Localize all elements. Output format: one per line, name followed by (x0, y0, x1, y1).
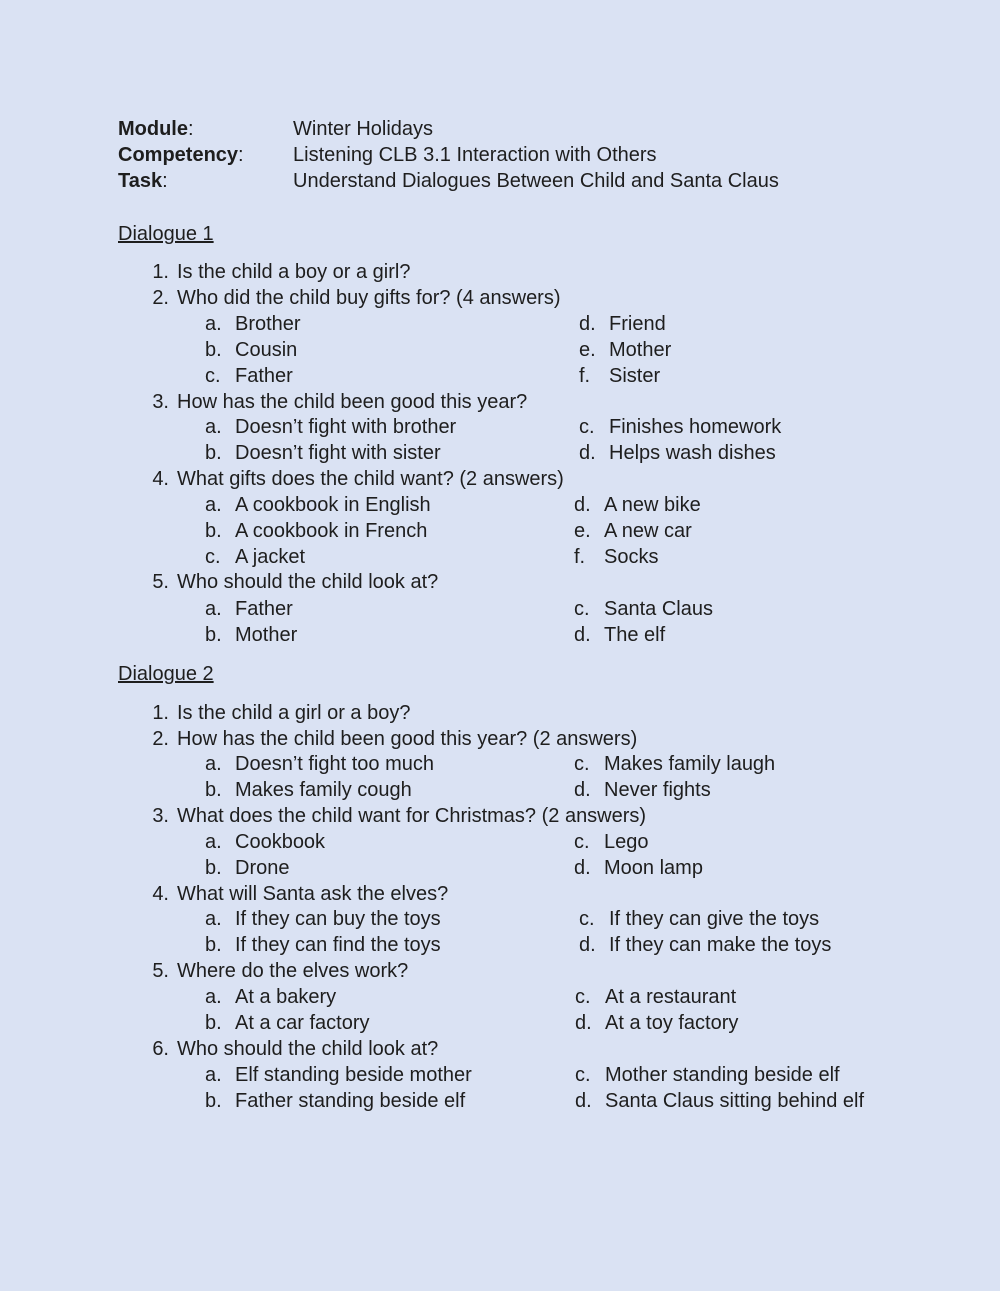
d2-q3-option-b: b. Drone (205, 857, 290, 879)
d2-q4-option-d: d. If they can make the toys (579, 934, 832, 956)
d1-q5-option-b: b. Mother (205, 624, 298, 646)
d2-q5-option-a: a. At a bakery (205, 986, 337, 1008)
d2-q2-option-d: d. Never fights (574, 779, 711, 801)
d2-q5-option-c: c. At a restaurant (575, 986, 737, 1008)
d1-q2-option-d: d. Friend (579, 313, 666, 335)
d1-q4-option-b: b. A cookbook in French (205, 520, 428, 542)
module-value: Winter Holidays (293, 118, 434, 140)
d2-q4-option-c: c. If they can give the toys (579, 908, 820, 930)
d1-q4-option-a: a. A cookbook in English (205, 494, 431, 516)
d2-q6-option-d: d. Santa Claus sitting behind elf (575, 1090, 865, 1112)
dialogue-1-title: Dialogue 1 (118, 223, 214, 245)
d2-q3-option-d: d. Moon lamp (574, 857, 703, 879)
competency-label: Competency: (118, 144, 244, 166)
d2-q6-option-b: b. Father standing beside elf (205, 1090, 466, 1112)
d2-q4-option-a: a. If they can buy the toys (205, 908, 441, 930)
d1-q3-option-b: b. Doesn’t fight with sister (205, 442, 441, 464)
d2-q5-option-b: b. At a car factory (205, 1012, 370, 1034)
d1-q5-option-c: c. Santa Claus (574, 598, 713, 620)
d1-q2-option-a: a. Brother (205, 313, 301, 335)
d2-q3-option-a: a. Cookbook (205, 831, 326, 853)
d1-q5-option-a: a. Father (205, 598, 293, 620)
d2-q3-option-c: c. Lego (574, 831, 649, 853)
dialogue-2-title: Dialogue 2 (118, 663, 214, 685)
module-label: Module: (118, 118, 194, 140)
d1-q3-option-d: d. Helps wash dishes (579, 442, 776, 464)
d1-q2-option-b: b. Cousin (205, 339, 298, 361)
task-label: Task: (118, 170, 168, 192)
d2-q2-option-b: b. Makes family cough (205, 779, 412, 801)
d1-q4-option-f: f. Socks (574, 546, 659, 568)
task-value: Understand Dialogues Between Child and Santa Claus (293, 170, 779, 192)
d1-q2-option-c: c. Father (205, 365, 293, 387)
worksheet-page: Module: Winter Holidays Competency: Listening CLB 3.1 Interaction with Others Task: Understand Dialogues Between Child and Santa Claus Dialogue 1 1. Is the child a boy or a girl? 2. Who did the child buy gifts for? (4 answers) a. Brother b. Cousin c. Father d. Friend e. Mother f. Sister 3. How has the child been good this year? a. Doesn’t fight with brother b. Doesn’t fight with sister c. Finishes homework d. Helps wash dishes 4. What gifts does the child want? (2 answers) a. A cookbook in English b. A cookbook in French c. A jacket d. A new bike e. A new car f. Socks 5. Who should the child look at? a. Father b. Mother c. Santa Claus d. The elf Dialogue 2 1. Is the child a girl or a boy? 2. How has the child been good this year? (2 answers) a. Doesn’t fight too much b. Makes family cough c. Makes family laugh d. Never fights 3. What does the child want for Christmas? (2 answers) a. Cookbook b. Drone c. Lego d. Moon lamp 4. What will Santa ask the elves? a. If they can buy the toys b. If they can find the toys c. If they can give the toys d. If they can make the toys 5. Where do the elves work? a. At a bakery b. At a car factory c. At a restaurant d. At a toy factory 6. Who should the child look at? a. Elf standing beside mother b. Father standing beside elf c. Mother standing beside elf d. Santa Claus sitting behind elf (118, 118, 865, 1112)
d1-q5-option-d: d. The elf (574, 624, 666, 646)
d1-q3-option-c: c. Finishes homework (579, 416, 782, 438)
d2-q2-option-c: c. Makes family laugh (574, 753, 776, 775)
d1-q4-option-d: d. A new bike (574, 494, 701, 516)
d2-q4-option-b: b. If they can find the toys (205, 934, 441, 956)
d1-q2-option-e: e. Mother (579, 339, 672, 361)
d1-q3-option-a: a. Doesn’t fight with brother (205, 416, 457, 438)
d2-q6-option-a: a. Elf standing beside mother (205, 1064, 472, 1086)
d2-q2-option-a: a. Doesn’t fight too much (205, 753, 434, 775)
d1-q4-option-c: c. A jacket (205, 546, 306, 568)
d2-q5-option-d: d. At a toy factory (575, 1012, 739, 1034)
d2-q6-option-c: c. Mother standing beside elf (575, 1064, 840, 1086)
competency-value: Listening CLB 3.1 Interaction with Others (293, 144, 657, 166)
d1-q2-option-f: f. Sister (579, 365, 661, 387)
d1-q4-option-e: e. A new car (574, 520, 692, 542)
